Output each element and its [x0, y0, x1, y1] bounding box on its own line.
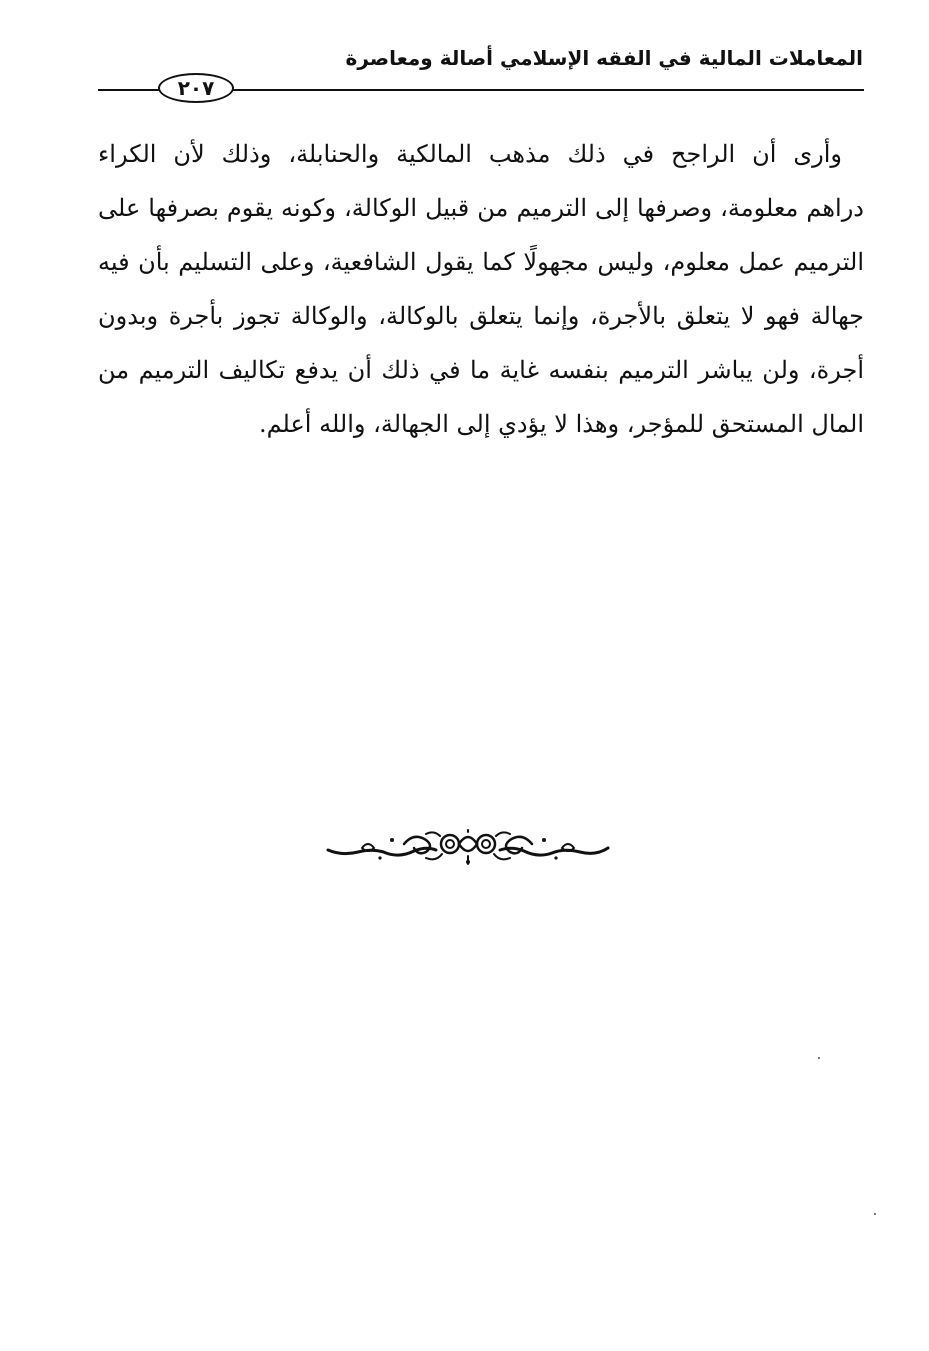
- body-paragraph: [98, 127, 864, 451]
- scan-speck: [874, 1213, 876, 1215]
- running-header-title: المعاملات المالية في الفقه الإسلامي أصالة ومعاصرة: [345, 46, 863, 70]
- paragraph-line-2: دراهم معلومة، وصرفها إلى الترميم من قبيل الوكالة، وكونه يقوم بصرفها على: [98, 194, 864, 222]
- paragraph-line-4: جهالة فهو لا يتعلق بالأجرة، وإنما يتعلق بالوكالة، والوكالة تجوز بأجرة وبدون: [98, 302, 864, 330]
- paragraph-line-1: وأرى أن الراجح في ذلك مذهب المالكية والحنابلة، وذلك لأن الكراء: [98, 140, 842, 168]
- paragraph-line-3: الترميم عمل معلوم، وليس مجهولًا كما يقول الشافعية، وعلى التسليم بأن فيه: [98, 248, 864, 276]
- paragraph-line-5: أجرة، ولن يباشر الترميم بنفسه غاية ما في ذلك أن يدفع تكاليف الترميم من: [98, 356, 864, 384]
- scan-speck: [818, 1057, 820, 1059]
- decorative-divider-icon: [322, 826, 614, 866]
- page-number: ٢٠٧: [158, 73, 234, 103]
- paragraph-line-6: المال المستحق للمؤجر، وهذا لا يؤدي إلى الجهالة، والله أعلم.: [258, 410, 864, 438]
